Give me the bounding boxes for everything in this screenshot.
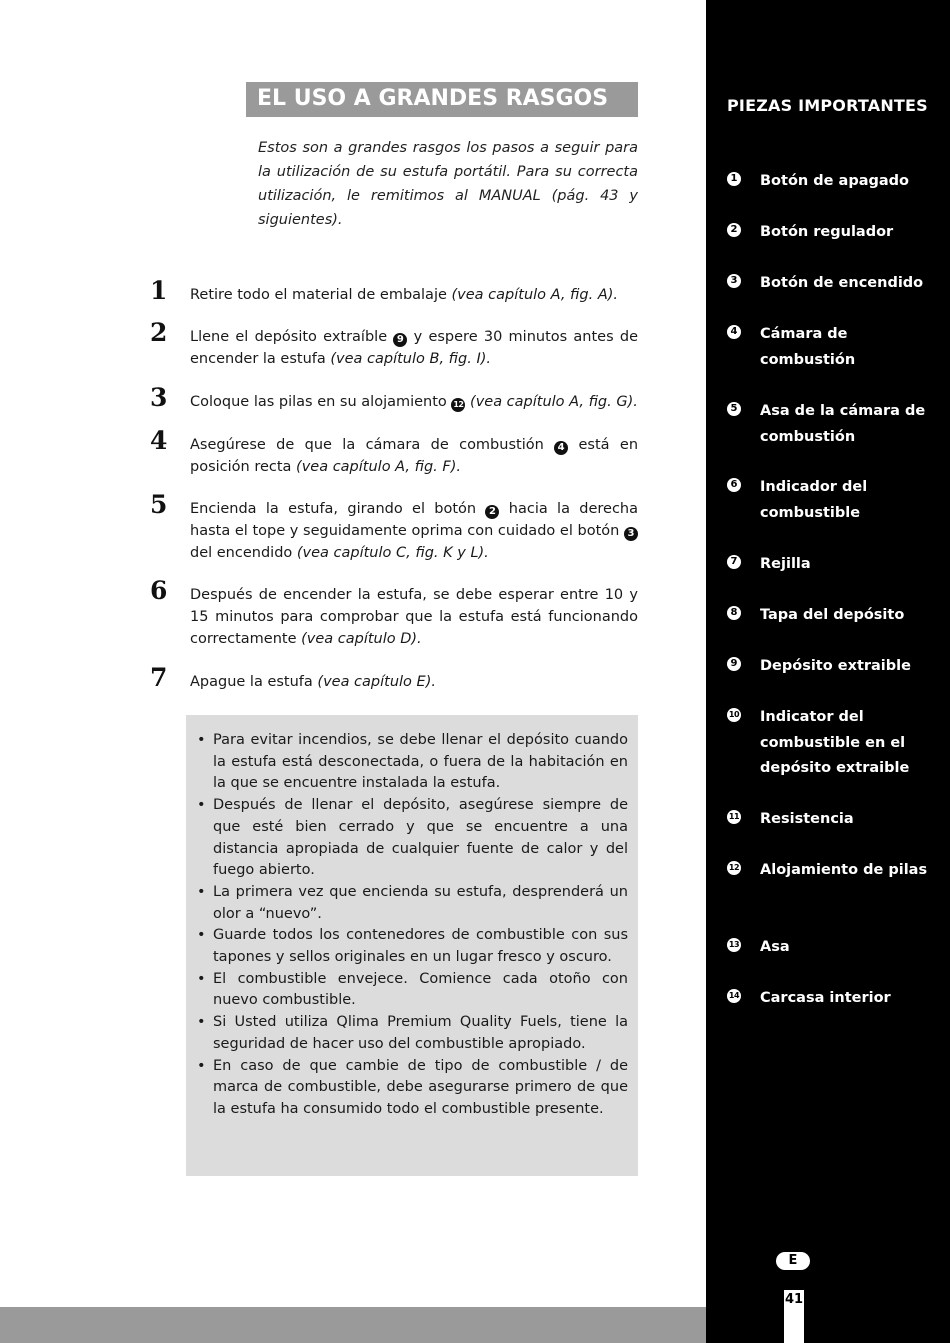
- part-label: Cámara de combustión: [760, 326, 856, 368]
- part-label: Carcasa interior: [760, 990, 891, 1006]
- step-number: 3: [150, 383, 168, 412]
- part-number-marker: 4: [554, 441, 568, 455]
- part-label: Alojamiento de pilas: [760, 862, 928, 878]
- part-number: 10: [727, 708, 741, 722]
- page-number: 41: [784, 1290, 804, 1343]
- part-number: 6: [727, 478, 741, 492]
- part-number-marker: 9: [393, 333, 407, 347]
- step-text: Encienda la estufa, girando el botón 2 hacia la derecha hasta el tope y seguidamente oprima con cuidado el botón 3 del encendido (vea capítulo C, fig. K y L).: [190, 501, 639, 561]
- part-number: 11: [727, 810, 741, 824]
- step-reference: (vea capítulo A, fig. A).: [451, 287, 619, 303]
- part-label: Resistencia: [760, 811, 854, 827]
- part-label: Asa: [760, 939, 790, 955]
- step-number: 1: [150, 276, 168, 305]
- list-item: • Guarde todos los contenedores de combustible con sus tapones y sellos originales en un lugar fresco y oscuro.: [194, 925, 628, 968]
- part-number: 9: [727, 657, 741, 671]
- part-label: Botón regulador: [760, 224, 894, 240]
- step-number: 4: [150, 426, 168, 455]
- part-label: Indicador del combustible: [760, 479, 868, 521]
- step-number: 2: [150, 318, 168, 347]
- part-label: Indicator del combustible en el depósito extraible: [760, 709, 910, 776]
- part-number-marker: 3: [624, 527, 638, 541]
- list-item: • Si Usted utiliza Qlima Premium Quality Fuels, tiene la seguridad de hacer uso del combustible apropiado.: [194, 1012, 628, 1055]
- step-reference: (vea capítulo D).: [301, 631, 422, 647]
- step-text: Coloque las pilas en su alojamiento 12 (vea capítulo A, fig. G).: [190, 394, 638, 410]
- step-number: 6: [150, 576, 168, 605]
- part-number: 12: [727, 861, 741, 875]
- sidebar-title: PIEZAS IMPORTANTES: [727, 96, 928, 115]
- part-number: 3: [727, 274, 741, 288]
- part-number: 5: [727, 402, 741, 416]
- list-item: • Para evitar incendios, se debe llenar el depósito cuando la estufa está desconectada, o fuera de la habitación en la que se encuentre instalada la estufa.: [194, 730, 628, 795]
- step-text: Apague la estufa (vea capítulo E).: [190, 674, 436, 690]
- step-reference: (vea capítulo C, fig. K y L).: [296, 545, 489, 561]
- list-item: • El combustible envejece. Comience cada otoño con nuevo combustible.: [194, 969, 628, 1012]
- safety-notes-box: [186, 715, 638, 1176]
- part-label: Rejilla: [760, 556, 811, 572]
- step-number: 5: [150, 490, 168, 519]
- part-number: 4: [727, 325, 741, 339]
- part-number-marker: 2: [485, 505, 499, 519]
- part-number: 13: [727, 938, 741, 952]
- part-number: 2: [727, 223, 741, 237]
- part-label: Tapa del depósito: [760, 607, 905, 623]
- page-title: EL USO A GRANDES RASGOS: [246, 82, 638, 117]
- list-item: • En caso de que cambie de tipo de combustible / de marca de combustible, debe asegurarse primero de que la estufa ha consumido todo el combustible presente.: [194, 1056, 628, 1121]
- step-text: Llene el depósito extraíble 9 y espere 30 minutos antes de encender la estufa (vea capítulo B, fig. I).: [190, 329, 639, 367]
- part-label: Botón de apagado: [760, 173, 909, 189]
- step-text: Asegúrese de que la cámara de combustión 4 está en posición recta (vea capítulo A, fig. F).: [190, 437, 639, 475]
- step-reference: (vea capítulo E).: [317, 674, 436, 690]
- step-reference: (vea capítulo A, fig. G).: [470, 394, 638, 410]
- footer-bar: [0, 1307, 706, 1343]
- step-reference: (vea capítulo A, fig. F).: [296, 459, 461, 475]
- safety-notes-list: [194, 730, 628, 1121]
- part-number: 7: [727, 555, 741, 569]
- part-number: 8: [727, 606, 741, 620]
- step-reference: (vea capítulo B, fig. I).: [330, 351, 492, 367]
- intro-paragraph: Estos son a grandes rasgos los pasos a seguir para la utilización de su estufa portátil. Para su correcta utilización, le remitimos al MANUAL (pág. 43 y siguientes).: [258, 140, 638, 228]
- list-item: • Después de llenar el depósito, asegúrese siempre de que esté bien cerrado y que se encuentre a una distancia apropiada de cualquier fuente de calor y del fuego abierto.: [194, 795, 628, 882]
- part-label: Asa de la cámara de combustión: [760, 403, 926, 445]
- part-number-marker: 12: [451, 398, 465, 412]
- step-number: 7: [150, 663, 168, 692]
- part-number: 14: [727, 989, 741, 1003]
- step-text: Después de encender la estufa, se debe esperar entre 10 y 15 minutos para comprobar que la estufa está funcionando correctamente (vea capítulo D).: [190, 587, 638, 647]
- part-number: 1: [727, 172, 741, 186]
- sidebar: [706, 0, 950, 1343]
- part-label: Depósito extraible: [760, 658, 911, 674]
- step-text: Retire todo el material de embalaje (vea capítulo A, fig. A).: [190, 287, 619, 303]
- part-label: Botón de encendido: [760, 275, 924, 291]
- list-item: • La primera vez que encienda su estufa, desprenderá un olor a “nuevo”.: [194, 882, 628, 925]
- language-badge: E: [776, 1252, 810, 1270]
